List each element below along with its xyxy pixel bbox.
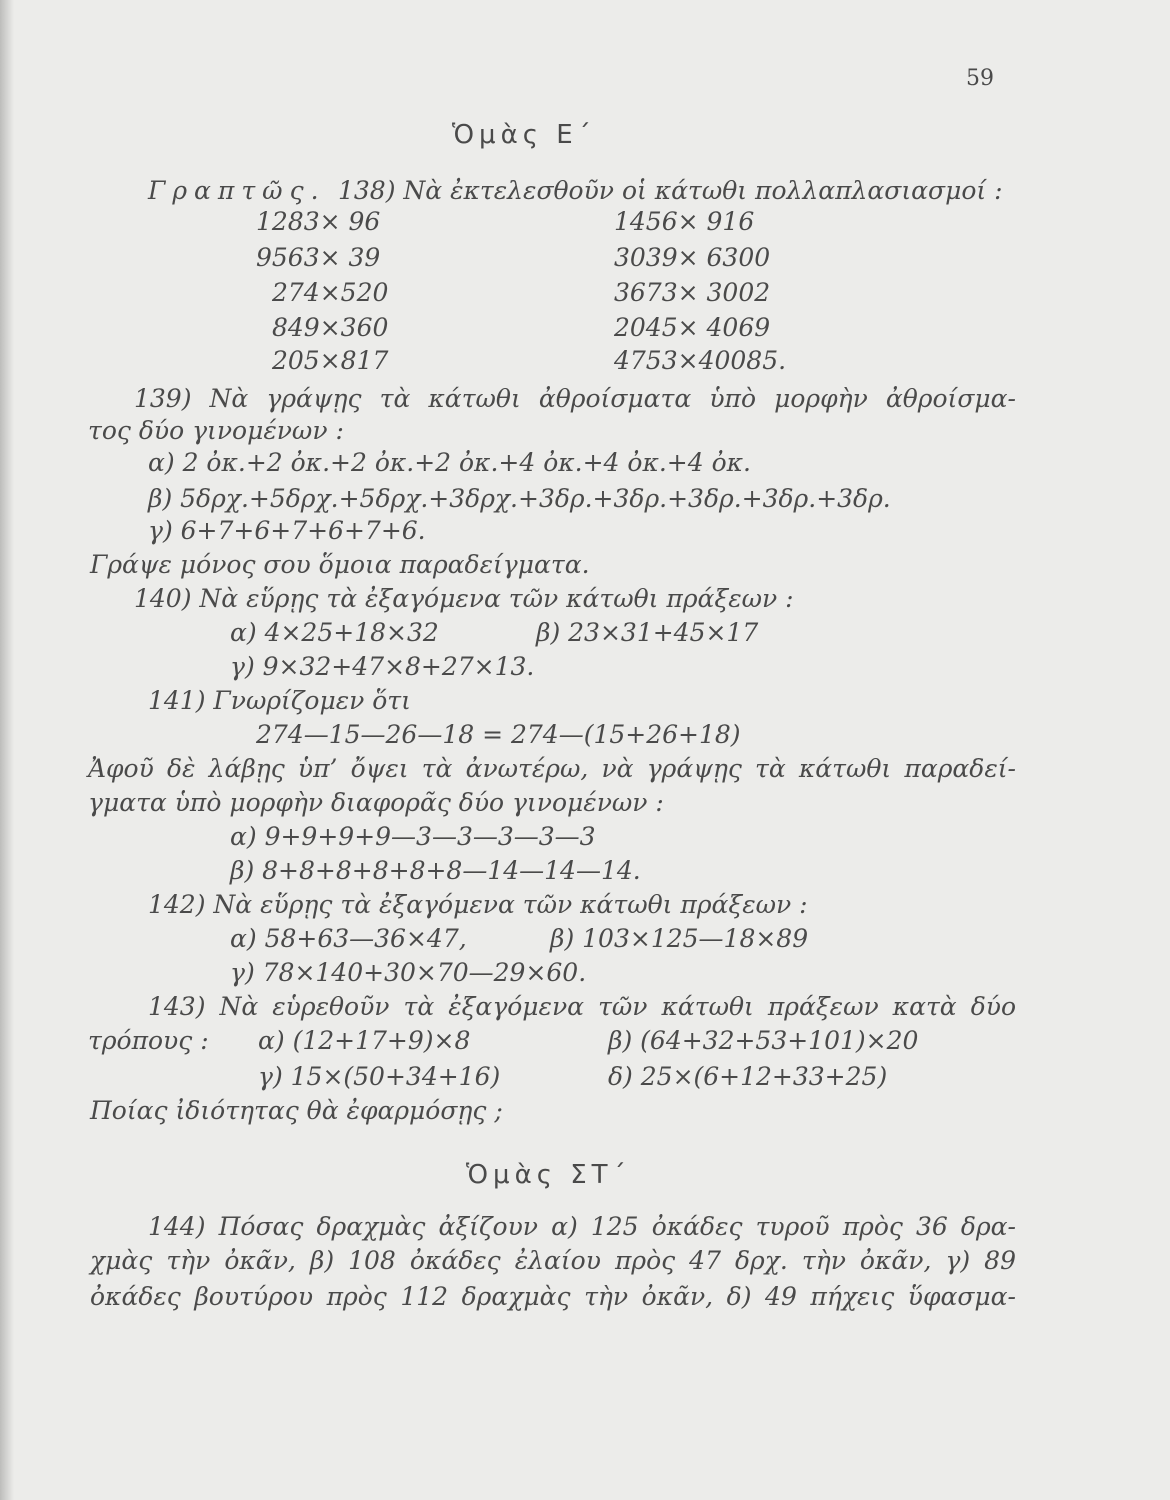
- exercise-140-text: 140) Νὰ εὕρῃς τὰ ἐξαγόμενα τῶν κάτωθι πράξεων :: [134, 584, 794, 613]
- exercise-144-line1: 144) Πόσας δραχμὰς ἀξίζουν α) 125 ὀκάδες τυροῦ πρὸς 36 δρα-: [148, 1212, 1016, 1241]
- ex143-item-d: δ) 25×(6+12+33+25): [608, 1062, 888, 1091]
- ex140-item-a: α) 4×25+18×32: [230, 618, 439, 647]
- ex138-left-3: 274×520: [272, 278, 389, 307]
- ex141-item-b: β) 8+8+8+8+8+8—14—14—14.: [230, 856, 641, 885]
- ex138-left-5: 205×817: [272, 346, 389, 375]
- exercise-141-text: 141) Γνωρίζομεν ὅτι: [148, 686, 411, 715]
- ex141-line1: Ἀφοῦ δὲ λάβῃς ὑπ’ ὄψει τὰ ἀνωτέρω, νὰ γράψῃς τὰ κάτωθι παραδεί-: [88, 754, 1016, 783]
- intro-word-text: Γραπτῶς.: [148, 176, 326, 205]
- intro-word: [148, 176, 326, 206]
- ex140-item-c: γ) 9×32+47×8+27×13.: [230, 652, 535, 681]
- exercise-144-line2: χμὰς τὴν ὀκᾶν, β) 108 ὀκάδες ἐλαίου πρὸς 47 δρχ. τὴν ὀκᾶν, γ) 89: [90, 1246, 1016, 1275]
- page-binding-shadow: [0, 0, 14, 1500]
- ex138-right-4: 2045× 4069: [614, 313, 771, 342]
- ex138-right-3: 3673× 3002: [614, 278, 771, 307]
- ex142-item-a: α) 58+63—36×47,: [230, 924, 467, 953]
- ex138-left-2: 9563× 39: [256, 243, 381, 272]
- ex139-item-a: α) 2 ὀκ.+2 ὀκ.+2 ὀκ.+2 ὀκ.+4 ὀκ.+4 ὀκ.+4 ὀκ.: [148, 448, 751, 477]
- ex138-left-4: 849×360: [272, 313, 389, 342]
- exercise-139-line2: τος δύο γινομένων :: [88, 416, 344, 445]
- exercise-139-line1: 139) Νὰ γράψῃς τὰ κάτωθι ἀθροίσματα ὑπὸ μορφὴν ἀθροίσμα-: [134, 384, 1016, 413]
- ex141-line2: γματα ὑπὸ μορφὴν διαφορᾶς δύο γινομένων :: [88, 788, 664, 817]
- ex138-left-1: 1283× 96: [256, 207, 381, 236]
- ex143-question: Ποίας ἰδιότητας θὰ ἐφαρμόσῃς ;: [90, 1096, 503, 1125]
- exercise-143-line2: τρόπους :: [88, 1026, 209, 1055]
- ex138-right-5: 4753×40085.: [614, 346, 787, 375]
- section-title-group-st: Ὁμὰς ΣΤ΄: [466, 1160, 631, 1190]
- exercise-138-text: 138) Νὰ ἐκτελεσθοῦν οἱ κάτωθι πολλαπλασιασμοί :: [338, 176, 1003, 205]
- ex138-right-1: 1456× 916: [614, 207, 755, 236]
- section-title-group-e: Ὁμὰς Ε΄: [452, 120, 596, 150]
- ex138-right-2: 3039× 6300: [614, 243, 771, 272]
- exercise-143-line1: 143) Νὰ εὑρεθοῦν τὰ ἐξαγόμενα τῶν κάτωθι πράξεων κατὰ δύο: [148, 992, 1016, 1021]
- ex141-equation: 274—15—26—18 = 274—(15+26+18): [256, 720, 741, 749]
- ex139-item-b: β) 5δρχ.+5δρχ.+5δρχ.+3δρχ.+3δρ.+3δρ.+3δρ.+3δρ.+3δρ.: [148, 484, 891, 513]
- ex143-item-b: β) (64+32+53+101)×20: [608, 1026, 919, 1055]
- exercise-142-text: 142) Νὰ εὕρῃς τὰ ἐξαγόμενα τῶν κάτωθι πράξεων :: [148, 890, 808, 919]
- ex139-note: Γράψε μόνος σου ὅμοια παραδείγματα.: [90, 550, 590, 579]
- ex142-item-b: β) 103×125—18×89: [550, 924, 809, 953]
- ex142-item-c: γ) 78×140+30×70—29×60.: [230, 958, 587, 987]
- page-number: 59: [966, 66, 994, 91]
- ex141-item-a: α) 9+9+9+9—3—3—3—3—3: [230, 822, 596, 851]
- ex139-item-c: γ) 6+7+6+7+6+7+6.: [148, 516, 426, 545]
- exercise-144-line3: ὀκάδες βουτύρου πρὸς 112 δραχμὰς τὴν ὀκᾶν, δ) 49 πήχεις ὕφασμα-: [90, 1282, 1016, 1311]
- ex140-item-b: β) 23×31+45×17: [536, 618, 759, 647]
- ex143-item-c: γ) 15×(50+34+16): [258, 1062, 501, 1091]
- ex143-item-a: α) (12+17+9)×8: [258, 1026, 471, 1055]
